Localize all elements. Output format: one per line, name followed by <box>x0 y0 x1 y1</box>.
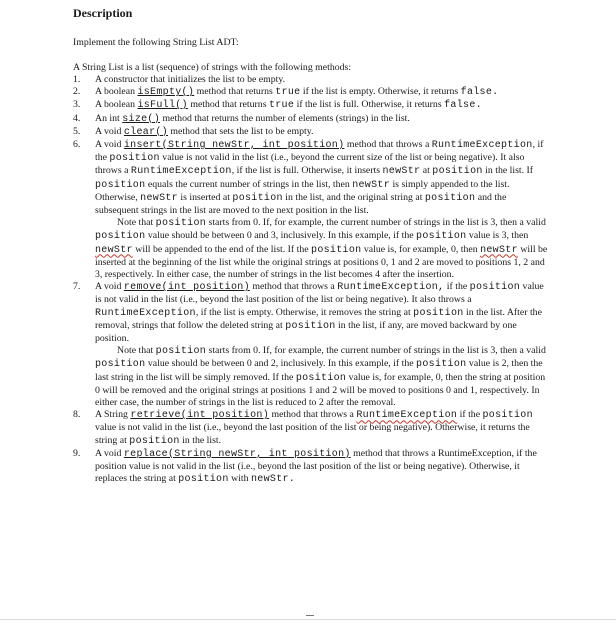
page-mark <box>306 615 314 616</box>
item-number: 1. <box>73 74 81 85</box>
item-number: 9. <box>73 447 81 459</box>
method-signature: isEmpty() <box>137 87 195 99</box>
item-number: 4. <box>73 112 81 124</box>
methods-list <box>73 74 551 487</box>
list-item: 9. A void replace(String newStr, int position) method that throws a RuntimeException, if the position value is not valid in the list (i.e., beyond the last position of the list or being negative). Otherwise, it replaces the string at position with newStr. <box>73 447 537 486</box>
list-item: 5. A void clear() method that sets the list to be empty. <box>73 125 314 138</box>
method-signature: size() <box>122 113 161 125</box>
list-item: 7. A void remove(int position) method that throws a RuntimeException, if the position value is not valid in the list (i.e., beyond the last position of the list or being negative). It also throws a RuntimeException, if the list is empty. Otherwise, it removes the string at position in the list. After the removal, strings that follow the deleted string at position in the list, if any, are moved backward by one position. Note that position starts from 0. If, for example, the current number of strings in the list is 3, then a valid position value should be between 0 and 2, inclusively. In this example, if the position value is 2, then the last string in the list will be simply removed. If the position value is, for example, 0, then the string at position 0 will be removed and the original strings at positions 1 and 2 will be moved to positions 0 and 1, respectively. In either case, the number of strings in the list is reduced to 2 after the removal. <box>73 281 551 409</box>
insert-note: Note that position starts from 0. If, for example, the current number of strings in the list is 3, then a valid position value should be between 0 and 3, inclusively. In this example, if the position value is 3, then newStr will be appended to the end of the list. If the position value is, for example, 0, then newStr will be inserted at the beginning of the list while the original strings at positions 0, 1 and 2 are moved to positions 1, 2 and 3, respectively. In either case, the number of strings in the list becomes 4 after the insertion. <box>95 217 548 281</box>
method-signature: remove(int position) <box>123 282 250 294</box>
method-signature: replace(String newStr, int position) <box>123 448 351 460</box>
list-item: 1. A constructor that initializes the list to be empty. <box>73 74 286 85</box>
list-item: 2. A boolean isEmpty() method that returns true if the list is empty. Otherwise, it returns false. <box>73 86 499 99</box>
remove-note: Note that position starts from 0. If, for example, the current number of strings in the list is 3, then a valid position value should be between 0 and 2, inclusively. In this example, if the position value is 2, then the last string in the list will be simply removed. If the position value is, for example, 0, then the string at position 0 will be removed and the original strings at positions 1 and 2 will be moved to positions 0 and 1, respectively. In either case, the number of strings in the list is reduced to 2 after the removal. <box>95 345 546 409</box>
list-item: 8. A String retrieve(int position) method that throws a RuntimeException if the position value is not valid in the list (i.e., beyond the last position of the list or being negative). Otherwise, it returns the string at position in the list. <box>73 409 533 447</box>
list-item: 6. A void insert(String newStr, int position) method that throws a RuntimeException, if the position value is not valid in the list (i.e., beyond the current size of the list or being negative). It also throws a RuntimeException, if the list is full. Otherwise, it inserts newStr at position in the list. If position equals the current number of strings in the list, then newStr is simply appended to the list. Otherwise, newStr is inserted at position in the list, and the original string at position and the subsequent strings in the list are moved to the next position in the list. Note that position starts from 0. If, for example, the current number of strings in the list is 3, then a valid position value should be between 0 and 3, inclusively. In this example, if the position value is 3, then newStr will be appended to the end of the list. If the position value is, for example, 0, then newStr will be inserted at the beginning of the list while the original strings at positions 0, 1 and 2 are moved to positions 1, 2 and 3, respectively. In either case, the number of strings in the list becomes 4 after the insertion. <box>73 139 551 281</box>
lead-text: A String List is a list (sequence) of strings with the following methods: <box>73 62 352 73</box>
item-number: 8. <box>73 409 81 421</box>
page-bottom-rule <box>0 619 616 620</box>
item-number: 5. <box>73 125 81 137</box>
list-item: 3. A boolean isFull() method that returns true if the list is full. Otherwise, it returns false. <box>73 99 482 112</box>
item-number: 3. <box>73 99 81 111</box>
item-number: 7. <box>73 281 81 293</box>
list-item: 4. An int size() method that returns the number of elements (strings) in the list. <box>73 112 410 125</box>
method-signature: retrieve(int position) <box>130 410 270 422</box>
method-signature: clear() <box>123 126 168 138</box>
method-signature: isFull() <box>137 100 188 112</box>
method-signature: insert(String newStr, int position) <box>123 140 345 152</box>
intro-text: Implement the following String List ADT: <box>73 37 239 48</box>
item-number: 6. <box>73 139 81 151</box>
item-number: 2. <box>73 86 81 98</box>
page-title: Description <box>73 6 133 20</box>
